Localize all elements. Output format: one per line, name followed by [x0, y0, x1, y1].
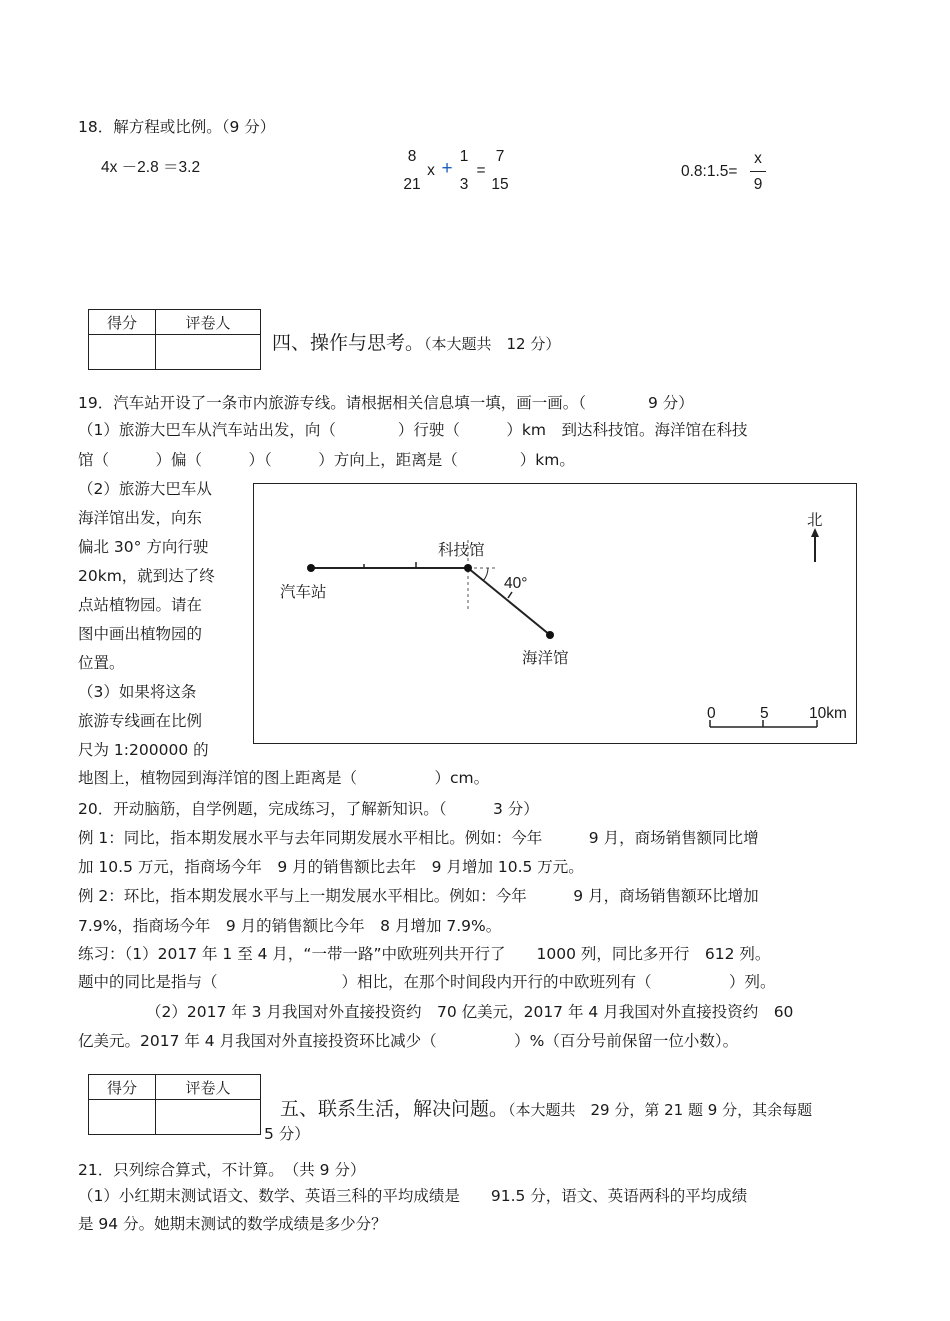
equation-1: 4x －2.8 ＝3.2: [101, 159, 201, 176]
score-cell[interactable]: [89, 335, 156, 370]
section-title: 四、操作与思考。: [272, 332, 425, 354]
route-map: [253, 483, 857, 744]
q20-example-line: 加 10.5 万元，指商场今年 9 月的销售额比去年 9 月增加 10.5 万元。: [78, 858, 584, 876]
score-header: 得分: [89, 310, 156, 335]
q19-part3-line: 旅游专线画在比例: [78, 712, 203, 730]
q19-part2-line: 图中画出植物园的: [78, 625, 203, 643]
fraction-denominator: 3: [459, 176, 469, 193]
q19-part2-line: 海洋馆出发，向东: [78, 509, 203, 527]
scale-label-10: 10km: [809, 705, 847, 722]
q20-example-line: 例 1：同比，指本期发展水平与去年同期发展水平相比。例如：今年 9 月，商场销售额同比增: [78, 829, 759, 847]
equals-sign: =: [476, 162, 486, 179]
section-note-continued: 5 分）: [264, 1125, 310, 1143]
fraction-denominator: 15: [491, 176, 509, 193]
angle-label: 40°: [504, 575, 528, 592]
fraction-numerator: x: [754, 150, 762, 167]
q19-part2-line: 点站植物园。请在: [78, 596, 203, 614]
section-note: （本大题共 29 分，第 21 题 9 分，其余每题: [508, 1101, 813, 1119]
ratio-left: 0.8:1.5=: [681, 163, 738, 180]
q20-practice-line: 亿美元。2017 年 4 月我国对外直接投资环比减少（ ）%（百分号前保留一位小数）。: [78, 1032, 739, 1050]
q19-part2-line: 位置。: [78, 654, 125, 672]
q21-line: 是 94 分。她期末测试的数学成绩是多少分？: [78, 1215, 387, 1233]
q19-part3-line: （3）如果将这条: [78, 683, 197, 701]
angle-arc: [483, 568, 488, 581]
scale-label-0: 0: [707, 705, 716, 722]
fraction-numerator: 7: [495, 148, 505, 165]
fraction-bar: [750, 171, 766, 172]
section-4-heading: [272, 331, 560, 356]
q19-part2-line: 20km，就到达了终: [78, 567, 215, 585]
scale-label-5: 5: [760, 705, 769, 722]
grader-cell[interactable]: [156, 335, 261, 370]
section-note: （本大题共 12 分）: [424, 335, 561, 353]
q20-example-line: 7.9%，指商场今年 9 月的销售额比今年 8 月增加 7.9%。: [78, 917, 502, 935]
section-5-heading: [280, 1097, 812, 1122]
q19-part3-line: 地图上，植物园到海洋馆的图上距离是（ ）cm。: [78, 769, 490, 787]
q19-part3-line: 尺为 1:200000 的: [78, 741, 209, 759]
q19-part2-line: （2）旅游大巴车从: [78, 480, 212, 498]
q20-practice-line: 题中的同比是指与（ ）相比，在那个时间段内开行的中欧班列有（ ）列。: [78, 973, 776, 991]
ocean-museum-label: 海洋馆: [522, 649, 569, 667]
bus-station-point: [307, 564, 315, 572]
ocean-museum-point: [546, 631, 554, 639]
fraction-denominator: 21: [403, 176, 421, 193]
fraction-numerator: 1: [459, 148, 469, 165]
q19-line: （1）旅游大巴车从汽车站出发，向（ ）行驶（ ）km 到达科技馆。海洋馆在科技: [78, 421, 748, 439]
grader-cell[interactable]: [156, 1100, 261, 1135]
score-table: [88, 309, 261, 370]
score-header: 得分: [89, 1075, 156, 1100]
q19-line: 19．汽车站开设了一条市内旅游专线。请根据相关信息填一填，画一画。（ 9 分）: [78, 394, 694, 412]
q19-line: 馆（ ）偏（ ）（ ）方向上，距离是（ ）km。: [78, 451, 575, 469]
q20-practice-line: （2）2017 年 3 月我国对外直接投资约 70 亿美元，2017 年 4 月我国对外直接投资约 60: [146, 1003, 794, 1021]
variable-x: x: [427, 162, 435, 179]
fraction-numerator: 8: [407, 148, 417, 165]
q21-title: 21．只列综合算式，不计算。 （共 9 分）: [78, 1161, 366, 1179]
grader-header: 评卷人: [156, 310, 261, 335]
q20-example-line: 例 2：环比，指本期发展水平与上一期发展水平相比。例如：今年 9 月，商场销售额环比增加: [78, 887, 759, 905]
tech-museum-point: [464, 564, 472, 572]
tech-museum-label: 科技馆: [438, 541, 485, 559]
bus-station-label: 汽车站: [280, 583, 327, 601]
plus-sign: +: [441, 158, 453, 179]
q20-practice-line: 练习：（1）2017 年 1 至 4 月，“一带一路”中欧班列共开行了 1000 列，同比多开行 612 列。: [78, 945, 771, 963]
section-title: 五、联系生活，解决问题。: [280, 1098, 509, 1120]
grader-header: 评卷人: [156, 1075, 261, 1100]
q19-part2-line: 偏北 30° 方向行驶: [78, 538, 209, 556]
q20-title: 20．开动脑筋，自学例题，完成练习，了解新知识。（ 3 分）: [78, 800, 539, 818]
q18-title: 18．解方程或比例。（9 分）: [78, 118, 276, 136]
q21-line: （1）小红期末测试语文、数学、英语三科的平均成绩是 91.5 分，语文、英语两科的平均成绩: [78, 1187, 748, 1205]
north-label: 北: [807, 511, 823, 529]
fraction-denominator: 9: [753, 176, 763, 193]
score-cell[interactable]: [89, 1100, 156, 1135]
score-table: [88, 1074, 261, 1135]
